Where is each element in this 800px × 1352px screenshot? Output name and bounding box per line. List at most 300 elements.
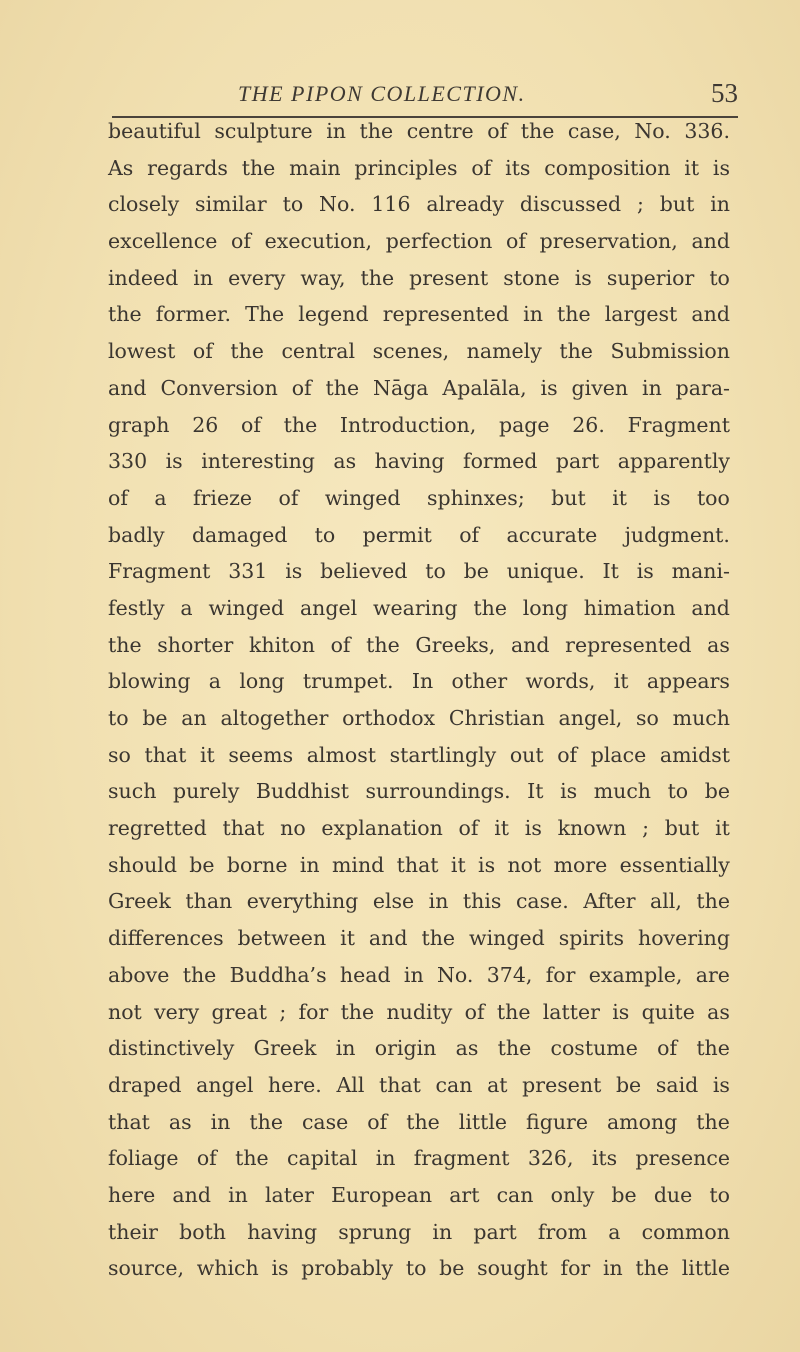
text-word: the xyxy=(235,1146,269,1171)
text-word: the xyxy=(635,1256,669,1281)
text-word: are xyxy=(695,962,730,987)
text-word: main xyxy=(289,155,341,180)
text-word: very xyxy=(154,999,200,1024)
text-word: to xyxy=(425,559,446,584)
text-word: sprung xyxy=(338,1219,412,1244)
text-word: of xyxy=(278,485,299,510)
text-word: Greek xyxy=(108,889,171,914)
text-word: little xyxy=(681,1256,730,1281)
text-word: the xyxy=(108,302,142,327)
text-word: case. xyxy=(515,889,569,914)
text-word: be xyxy=(463,559,489,584)
text-word: its xyxy=(591,1146,618,1171)
text-line xyxy=(108,1104,730,1141)
text-word: nudity xyxy=(386,999,453,1024)
text-word: 326, xyxy=(527,1146,574,1171)
text-word: their xyxy=(108,1219,158,1244)
text-word: the xyxy=(241,155,276,180)
text-word: figure xyxy=(526,1109,588,1134)
text-word: no xyxy=(280,816,306,841)
text-word: way, xyxy=(300,265,346,290)
text-line xyxy=(108,480,730,517)
text-word: is xyxy=(574,265,592,290)
text-word: that xyxy=(108,1109,150,1134)
text-word: frieze xyxy=(193,485,253,510)
text-word: other xyxy=(451,669,508,694)
text-word: represented xyxy=(565,632,692,657)
text-word: head xyxy=(339,962,391,987)
text-word: much xyxy=(672,706,730,730)
text-word: startlingly xyxy=(389,742,497,767)
text-word: of xyxy=(192,339,213,364)
text-line xyxy=(108,1250,730,1287)
text-word: is xyxy=(653,485,671,510)
text-word: the xyxy=(360,265,395,290)
text-word: to xyxy=(709,1182,730,1207)
text-word: of xyxy=(231,229,251,254)
text-word: as xyxy=(455,1036,479,1061)
text-line xyxy=(108,627,730,664)
text-word: Christian xyxy=(448,706,545,730)
text-word: As xyxy=(108,155,134,180)
text-word: trumpet. xyxy=(302,669,394,694)
text-word: much xyxy=(593,779,652,804)
text-word: spirits xyxy=(558,926,625,951)
text-word: centre xyxy=(406,119,474,143)
page-number: 53 xyxy=(711,78,738,108)
text-word: of xyxy=(487,119,508,143)
text-line xyxy=(108,1030,730,1067)
text-word: it xyxy=(613,669,629,694)
text-word: orthodox xyxy=(342,706,436,730)
text-word: of xyxy=(459,522,480,547)
text-line xyxy=(108,994,730,1031)
text-word: mani- xyxy=(671,559,730,584)
text-word: the xyxy=(696,1036,730,1061)
text-line xyxy=(108,700,730,737)
text-word: be xyxy=(189,852,215,877)
text-line xyxy=(108,1067,730,1104)
text-line xyxy=(108,553,730,590)
text-word: is xyxy=(478,852,496,877)
text-word: believed xyxy=(320,559,408,584)
text-word: scenes, xyxy=(372,339,450,364)
text-word: is xyxy=(560,779,578,804)
text-word: of xyxy=(291,375,312,400)
text-word: Fragment xyxy=(627,412,730,437)
text-word: stone xyxy=(503,265,560,290)
text-word: fragment xyxy=(413,1146,510,1171)
text-word: of xyxy=(464,999,485,1024)
text-word: the xyxy=(182,962,217,987)
text-word: capital xyxy=(286,1146,358,1171)
text-word: art xyxy=(449,1182,480,1207)
text-line xyxy=(108,847,730,884)
text-line xyxy=(108,186,730,223)
text-word: festly xyxy=(108,595,165,620)
text-word: in xyxy=(335,1036,356,1061)
text-word: regretted xyxy=(108,816,207,841)
text-word: himation xyxy=(583,595,676,620)
text-word: at xyxy=(487,1072,508,1097)
text-word: the xyxy=(283,412,318,437)
text-word: given xyxy=(571,375,629,400)
text-word: central xyxy=(281,339,356,364)
text-word: not xyxy=(108,999,142,1024)
text-word: wearing xyxy=(372,595,458,620)
text-word: later xyxy=(264,1182,314,1207)
text-word: amidst xyxy=(659,742,730,767)
text-word: a xyxy=(608,1219,621,1244)
text-word: in xyxy=(375,1146,396,1171)
text-word: in xyxy=(602,1256,623,1281)
text-word: the xyxy=(557,302,591,327)
text-word: the xyxy=(230,339,264,364)
text-word: essentially xyxy=(619,852,730,877)
text-word: angel, xyxy=(558,706,623,730)
text-word: already xyxy=(426,192,505,217)
text-word: here xyxy=(108,1182,156,1207)
text-word: altogether xyxy=(220,706,329,730)
text-word: foliage xyxy=(108,1146,179,1171)
text-word: out xyxy=(509,742,544,767)
text-word: the xyxy=(421,926,456,951)
text-word: the xyxy=(696,1109,730,1134)
text-word: namely xyxy=(466,339,542,364)
text-word: costume xyxy=(550,1036,638,1061)
text-word: present xyxy=(409,265,489,290)
text-word: a xyxy=(180,595,193,620)
text-word: of xyxy=(458,816,479,841)
text-word: only xyxy=(550,1182,595,1207)
text-word: Buddha’s xyxy=(229,962,327,987)
text-word: of xyxy=(196,1146,217,1171)
text-word: and xyxy=(691,229,730,254)
text-word: badly xyxy=(108,522,165,547)
text-word: Fragment xyxy=(108,559,211,584)
text-word: such xyxy=(108,779,157,804)
text-word: superior xyxy=(606,265,695,290)
text-word: its xyxy=(505,155,531,180)
text-word: of xyxy=(330,632,351,657)
text-word: to xyxy=(108,706,129,730)
text-word: graph xyxy=(108,412,170,437)
text-word: winged xyxy=(208,595,285,620)
text-word: is xyxy=(285,559,303,584)
text-word: preservation, xyxy=(539,229,678,254)
text-word: it xyxy=(340,926,355,951)
text-word: this xyxy=(462,889,502,914)
text-word: the xyxy=(559,339,593,364)
text-word: shorter xyxy=(157,632,234,657)
text-word: 26. xyxy=(572,412,605,437)
text-word: differences xyxy=(108,926,224,951)
text-word: having xyxy=(247,1219,318,1244)
text-word: excellence xyxy=(108,229,218,254)
text-line xyxy=(108,260,730,297)
text-word: 26 xyxy=(192,412,219,437)
text-word: due xyxy=(653,1182,693,1207)
text-word: Greek xyxy=(253,1036,317,1061)
text-word: it xyxy=(199,742,215,767)
text-word: above xyxy=(108,962,170,987)
text-word: winged xyxy=(324,485,401,510)
text-word: permit xyxy=(362,522,432,547)
text-word: blowing xyxy=(108,669,191,694)
text-word: among xyxy=(606,1109,678,1134)
text-word: in xyxy=(523,302,543,327)
text-word: long xyxy=(239,669,285,694)
text-word: interesting xyxy=(201,449,315,474)
text-word: The xyxy=(245,302,285,327)
text-word: Introduction, xyxy=(339,412,477,437)
text-word: a xyxy=(154,485,167,510)
text-word: beautiful xyxy=(108,119,201,143)
text-word: of xyxy=(108,485,128,510)
text-word: case, xyxy=(567,119,621,143)
text-word: draped xyxy=(108,1072,182,1097)
text-word: is xyxy=(524,816,542,841)
text-word: mind xyxy=(331,852,385,877)
text-word: sought xyxy=(477,1256,548,1281)
text-word: of xyxy=(240,412,261,437)
text-word: All xyxy=(336,1072,365,1097)
text-word: that xyxy=(222,816,265,841)
text-word: sculpture xyxy=(214,119,313,143)
text-word: common xyxy=(641,1219,730,1244)
text-word: great xyxy=(211,999,268,1024)
text-word: Conversion xyxy=(160,375,278,400)
running-head-title: THE PIPON COLLECTION. xyxy=(238,81,526,106)
text-word: the xyxy=(108,632,142,657)
text-word: everything xyxy=(246,889,359,914)
running-head xyxy=(112,78,738,118)
text-word: part xyxy=(555,449,600,474)
text-word: unique. xyxy=(506,559,585,584)
text-word: be xyxy=(615,1072,642,1097)
text-word: After xyxy=(583,889,636,914)
text-word: be xyxy=(439,1256,465,1281)
text-word: here. xyxy=(268,1072,322,1097)
text-word: as xyxy=(333,449,357,474)
text-line xyxy=(108,407,730,444)
text-word: said xyxy=(655,1072,699,1097)
text-word: case xyxy=(301,1109,349,1134)
text-word: example, xyxy=(588,962,683,987)
text-word: in xyxy=(210,1109,231,1134)
text-word: to xyxy=(405,1256,427,1281)
text-word: composition xyxy=(544,155,671,180)
text-word: Buddhist xyxy=(255,779,349,804)
text-word: it xyxy=(715,816,730,841)
text-word: and xyxy=(691,595,730,620)
text-line xyxy=(108,737,730,774)
text-line xyxy=(108,150,730,187)
text-word: and xyxy=(108,375,147,400)
text-word: closely xyxy=(108,192,180,217)
text-word: that xyxy=(144,742,187,767)
text-word: is xyxy=(612,999,630,1024)
text-word: the xyxy=(340,999,375,1024)
text-word: not xyxy=(507,852,542,877)
text-word: little xyxy=(458,1109,508,1134)
text-word: appears xyxy=(646,669,730,694)
text-word: but xyxy=(551,485,586,510)
text-word: to xyxy=(709,265,730,290)
text-line xyxy=(108,223,730,260)
text-line xyxy=(108,517,730,554)
text-word: damaged xyxy=(191,522,288,547)
text-word: can xyxy=(435,1072,473,1097)
text-word: hovering xyxy=(638,926,730,951)
text-word: Greeks, xyxy=(415,632,496,657)
text-word: apparently xyxy=(617,449,730,474)
text-word: all, xyxy=(650,889,682,914)
text-word: and xyxy=(368,926,408,951)
text-word: be xyxy=(142,706,168,730)
text-word: explanation xyxy=(321,816,443,841)
text-word: lowest xyxy=(108,339,176,364)
text-word: sphinxes; xyxy=(427,485,525,510)
text-line xyxy=(108,590,730,627)
text-word: it xyxy=(494,816,510,841)
text-word: 330 xyxy=(108,449,148,474)
text-word: in xyxy=(642,375,662,400)
text-word: winged xyxy=(469,926,545,951)
text-word: that xyxy=(396,852,439,877)
text-word: origin xyxy=(374,1036,437,1061)
text-word: in xyxy=(432,1219,453,1244)
text-word: part xyxy=(473,1219,517,1244)
text-word: and xyxy=(691,302,730,327)
text-word: accurate xyxy=(506,522,598,547)
text-word: in xyxy=(428,889,449,914)
text-word: para- xyxy=(675,375,730,400)
text-word: should xyxy=(108,852,177,877)
text-word: between xyxy=(237,926,327,951)
text-word: more xyxy=(553,852,608,877)
text-line xyxy=(108,1214,730,1251)
text-word: and xyxy=(510,632,550,657)
text-word: than xyxy=(185,889,233,914)
text-word: it xyxy=(612,485,627,510)
text-word: surroundings. xyxy=(365,779,511,804)
text-line xyxy=(108,296,730,333)
text-word: long xyxy=(522,595,568,620)
text-word: to xyxy=(314,522,336,547)
text-word: from xyxy=(537,1219,588,1244)
text-line xyxy=(108,663,730,700)
text-word: so xyxy=(636,706,659,730)
text-line xyxy=(108,957,730,994)
text-line xyxy=(108,370,730,407)
text-word: It xyxy=(602,559,619,584)
text-word: legend xyxy=(298,302,369,327)
text-word: indeed xyxy=(108,265,179,290)
text-word: a xyxy=(208,669,221,694)
text-word: the xyxy=(359,119,394,143)
text-line xyxy=(108,1177,730,1214)
text-word: European xyxy=(331,1182,433,1207)
text-word: be xyxy=(704,779,730,804)
text-word: discussed xyxy=(519,192,622,217)
text-word: 331 xyxy=(228,559,268,584)
text-word: be xyxy=(611,1182,637,1207)
text-word: in xyxy=(228,1182,248,1207)
text-word: is xyxy=(712,155,730,180)
text-word: and xyxy=(172,1182,211,1207)
text-word: ; xyxy=(279,999,287,1024)
text-word: distinctively xyxy=(108,1036,235,1061)
text-line xyxy=(108,920,730,957)
text-word: 374, xyxy=(486,962,533,987)
text-word: too xyxy=(696,485,730,510)
text-word: the xyxy=(366,632,400,657)
text-word: ; xyxy=(636,192,644,217)
text-word: the xyxy=(696,889,730,914)
text-word: for xyxy=(560,1256,591,1281)
text-word: it xyxy=(450,852,466,877)
text-word: largest xyxy=(604,302,678,327)
text-word: similar xyxy=(195,192,267,217)
text-word: words, xyxy=(525,669,596,694)
text-word: probably xyxy=(301,1256,394,1281)
text-word: former. xyxy=(155,302,232,327)
text-word: is xyxy=(540,375,558,400)
text-line xyxy=(108,810,730,847)
text-word: represented xyxy=(382,302,510,327)
text-line xyxy=(108,883,730,920)
text-word: of xyxy=(657,1036,678,1061)
text-word: the xyxy=(325,375,360,400)
text-word: the xyxy=(249,1109,283,1134)
text-word: an xyxy=(181,706,207,730)
text-word: the xyxy=(497,1036,532,1061)
text-word: so xyxy=(108,742,131,767)
text-word: is xyxy=(712,1072,730,1097)
text-word: principles xyxy=(354,155,458,180)
text-word: as xyxy=(707,999,730,1024)
text-word: angel xyxy=(196,1072,254,1097)
text-word: but xyxy=(659,192,695,217)
text-word: of xyxy=(557,742,578,767)
text-word: both xyxy=(179,1219,227,1244)
text-line xyxy=(108,333,730,370)
text-word: presence xyxy=(635,1146,730,1171)
text-word: as xyxy=(168,1109,192,1134)
text-word: It xyxy=(527,779,544,804)
text-word: in xyxy=(193,265,214,290)
text-word: as xyxy=(707,632,730,657)
text-line xyxy=(108,773,730,810)
text-word: page xyxy=(498,412,550,437)
text-word: latter xyxy=(542,999,600,1024)
text-word: regards xyxy=(147,155,228,180)
text-word: formed xyxy=(462,449,538,474)
text-word: of xyxy=(471,155,492,180)
text-word: Submission xyxy=(610,339,730,364)
text-word: the xyxy=(473,595,507,620)
text-word: but xyxy=(664,816,700,841)
text-word: to xyxy=(667,779,689,804)
text-word: the xyxy=(496,999,531,1024)
text-word: the xyxy=(406,1109,440,1134)
text-word: khiton xyxy=(248,632,315,657)
text-word: No. xyxy=(634,119,671,143)
text-word: perfection xyxy=(385,229,493,254)
text-word: angel xyxy=(299,595,358,620)
text-word: for xyxy=(545,962,576,987)
